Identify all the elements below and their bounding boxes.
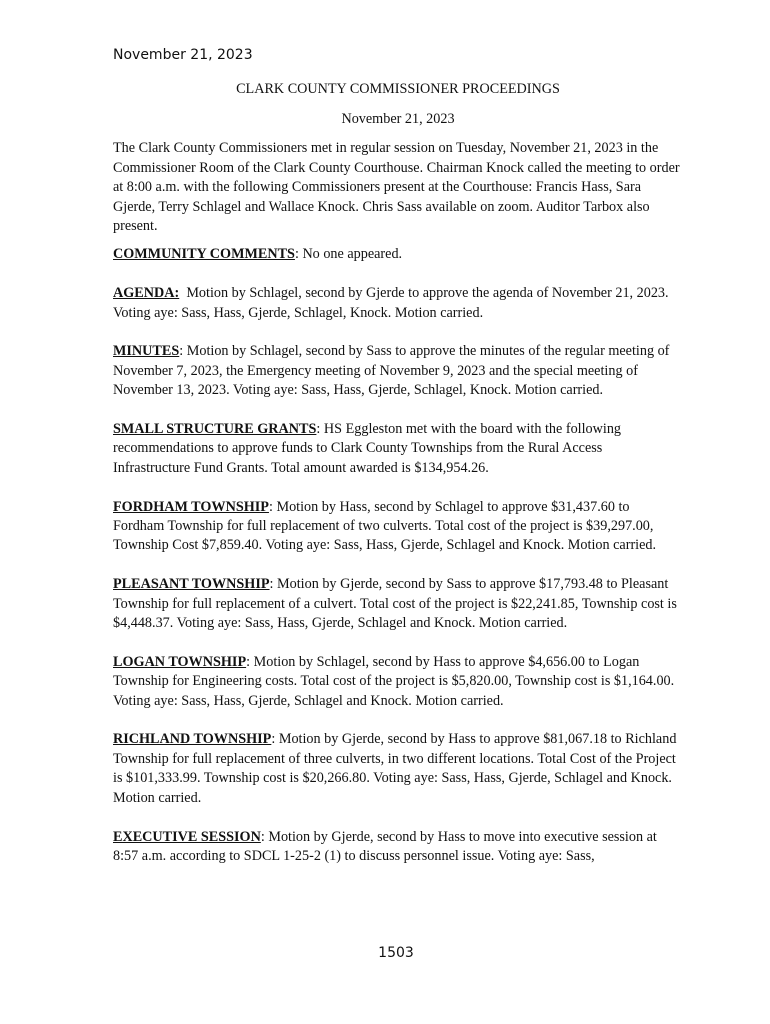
section-heading: EXECUTIVE SESSION [113,828,261,845]
section-separator: : [316,421,324,438]
title-line-2: November 21, 2023 [341,111,455,127]
section-pleasant-township [113,575,683,633]
section-separator: : [268,498,277,515]
page-number: 1503 [378,945,414,961]
intro-paragraph: The Clark County Commissioners met in regular session on Tuesday, November 21, 2023 in the Commissioner Room of the Clark County Courthouse. Chairman Knock called the meeting to order at 8:00 a.m. with the following Commissioners present at the Courthouse: Francis Hass, Sara Gjerde, Terry Schlagel and Wallace Knock. Chris Sass available on zoom. Auditor Tarbox also present. [113,140,680,235]
section-separator: : [260,828,269,845]
section-small-structure-grants [113,420,683,478]
section-body: Motion by Gjerde, second by Hass to move into executive session at 8:57 a.m. according to SDCL 1-25-2 (1) to discuss personnel issue. Voting aye: Sass, [113,828,657,864]
section-heading: PLEASANT TOWNSHIP [113,576,270,593]
section-separator: : [294,246,303,263]
section-body: No one appeared. [302,246,403,263]
section-heading: AGENDA: [113,285,180,302]
section-heading: FORDHAM TOWNSHIP [113,498,269,515]
section-heading: SMALL STRUCTURE GRANTS [113,421,317,438]
section-executive-session [113,828,683,867]
section-heading: MINUTES [113,343,180,360]
section-heading: COMMUNITY COMMENTS [113,246,295,263]
document-title [113,80,683,129]
page-header-date: November 21, 2023 [113,47,253,63]
section-heading: RICHLAND TOWNSHIP [113,731,272,748]
title-line-1: CLARK COUNTY COMMISSIONER PROCEEDINGS [236,81,560,97]
section-body: Motion by Schlagel, second by Hass to approve $4,656.00 to Logan Township for Engineering costs. Total cost of the project is $5,820.00, Township cost is $1,164.00. Voting aye: Sass, Hass, Gjerde, Schlagel and Knock. Motion carried. [113,653,675,709]
section-community-comments [113,245,683,264]
section-separator: : [271,731,279,748]
section-richland-township [113,730,683,808]
section-body: Motion by Gjerde, second by Sass to approve $17,793.48 to Pleasant Township for full replacement of a culvert. Total cost of the project is $22,241.85, Township cost is $4,448.37. Voting aye: Sass, Hass, Gjerde, Schlagel and Knock. Motion carried. [113,576,677,632]
section-body: Motion by Schlagel, second by Sass to approve the minutes of the regular meeting of November 7, 2023, the Emergency meeting of November 9, 2023 and the special meeting of November 13, 2023. Voting aye: Sass, Hass, Gjerde, Schlagel, Knock. Motion carried. [113,343,670,399]
section-fordham-township [113,498,683,556]
section-body: Motion by Hass, second by Schlagel to approve $31,437.60 to Fordham Township for full replacement of two culverts. Total cost of the project is $39,297.00, Township Cost $7,859.40. Voting aye: Sass, Hass, Gjerde, Schlagel and Knock. Motion carried. [113,498,657,554]
section-heading: LOGAN TOWNSHIP [113,653,247,670]
section-body: Motion by Gjerde, second by Hass to approve $81,067.18 to Richland Township for full replacement of three culverts, in two different locations. Total Cost of the Project is $101,333.99. Township cost is $20,266.80. Voting aye: Sass, Hass, Gjerde, Schlagel and Knock. Motion carried. [113,731,677,806]
section-minutes [113,342,683,400]
section-separator: : [269,576,278,593]
document-body [113,80,683,886]
section-logan-township [113,653,683,711]
section-separator: : [246,653,254,670]
section-separator: : [179,343,187,360]
section-body: HS Eggleston met with the board with the following recommendations to approve funds to Clark County Townships from the Rural Access Infrastructure Fund Grants. Total amount awarded is $134,954.26. [113,421,622,476]
section-body: Motion by Schlagel, second by Gjerde to approve the agenda of November 21, 2023. Voting aye: Sass, Hass, Gjerde, Schlagel, Knock. Motion carried. [113,285,669,321]
section-agenda [113,284,683,323]
